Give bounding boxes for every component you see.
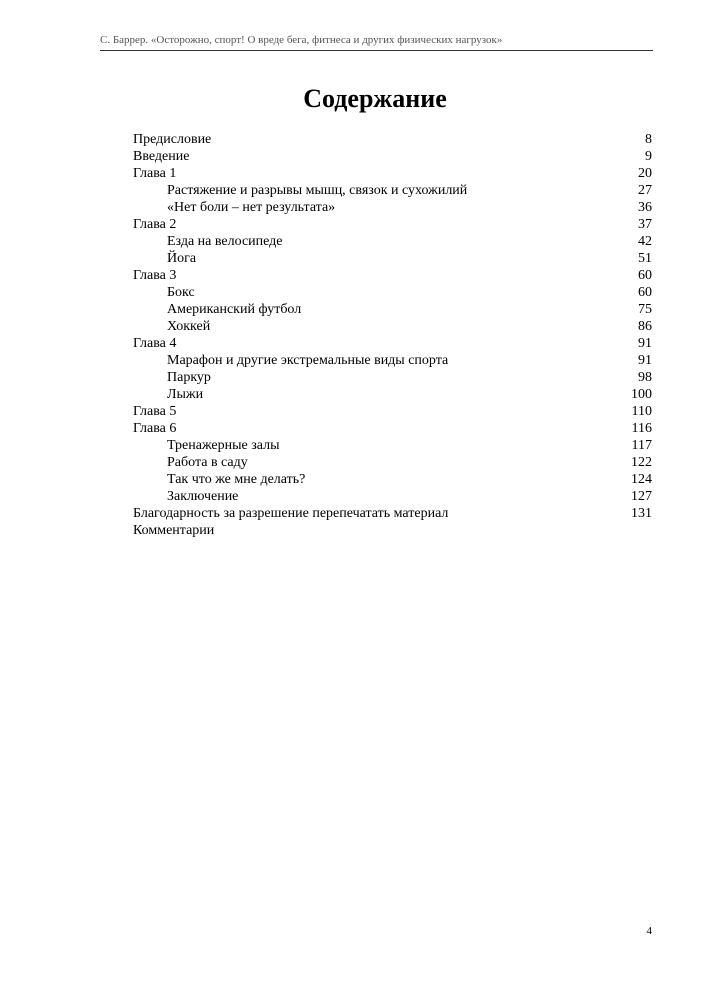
- toc-entry[interactable]: [133, 437, 652, 454]
- toc-entry-label[interactable]: Хоккей: [167, 319, 211, 334]
- toc-entry-label[interactable]: Глава 5: [133, 404, 177, 419]
- toc-entry[interactable]: [133, 335, 652, 352]
- toc-entry-page: 8: [645, 132, 652, 147]
- toc-entry-label[interactable]: Марафон и другие экстремальные виды спорта: [167, 353, 449, 368]
- toc-entry[interactable]: [133, 454, 652, 471]
- running-header: С. Баррер. «Осторожно, спорт! О вреде бега, фитнеса и других физических нагрузок»: [100, 34, 503, 46]
- toc-entry-page: 110: [631, 404, 652, 419]
- toc-entry-label[interactable]: Езда на велосипеде: [167, 234, 283, 249]
- toc-entry-page: 37: [638, 217, 652, 232]
- toc-entry-label[interactable]: Глава 3: [133, 268, 177, 283]
- toc-entry-label[interactable]: Заключение: [167, 489, 239, 504]
- toc-entry-label[interactable]: Глава 6: [133, 421, 177, 436]
- page-title: Содержание: [303, 84, 447, 113]
- toc-entry-page: 117: [631, 438, 652, 453]
- toc-entry-label[interactable]: Предисловие: [133, 132, 212, 147]
- toc-entry-page: 42: [638, 234, 652, 249]
- toc-entry[interactable]: [133, 267, 652, 284]
- toc-entry-label[interactable]: Введение: [133, 149, 190, 164]
- toc-entry[interactable]: [133, 420, 652, 437]
- toc-entry-page: 75: [638, 302, 652, 317]
- toc-entry-label[interactable]: Тренажерные залы: [167, 438, 280, 453]
- toc-entry[interactable]: [133, 352, 652, 369]
- toc-entry[interactable]: [133, 233, 652, 250]
- toc-entry-label[interactable]: Йога: [167, 251, 197, 266]
- toc-entry-page: 91: [638, 336, 652, 351]
- toc-entry[interactable]: [133, 131, 652, 148]
- toc-entry[interactable]: [133, 199, 652, 216]
- toc-entry-page: 9: [645, 149, 652, 164]
- toc-entry-page: 20: [638, 166, 652, 181]
- toc-entry-label[interactable]: Благодарность за разрешение перепечатать материал: [133, 506, 449, 521]
- toc-entry[interactable]: [133, 216, 652, 233]
- toc-entry-label[interactable]: «Нет боли – нет результата»: [167, 200, 336, 215]
- toc-entry[interactable]: [133, 165, 652, 182]
- toc-entry-page: 27: [638, 183, 652, 198]
- toc-entry-page: 51: [638, 251, 652, 266]
- toc-entry[interactable]: [133, 369, 652, 386]
- toc-entry[interactable]: [133, 182, 652, 199]
- toc-entry[interactable]: [133, 488, 652, 505]
- toc-entry[interactable]: [133, 284, 652, 301]
- toc-entry-page: 116: [631, 421, 652, 436]
- toc-entry-page: 60: [638, 285, 652, 300]
- toc-entry-page: 36: [638, 200, 652, 215]
- toc-entry-page: 60: [638, 268, 652, 283]
- toc-entry-label[interactable]: Лыжи: [167, 387, 204, 402]
- header-divider: [100, 50, 653, 51]
- toc-entry[interactable]: [133, 318, 652, 335]
- toc-entry[interactable]: [133, 148, 652, 165]
- toc-entry-label[interactable]: Паркур: [167, 370, 211, 385]
- toc-entry-label[interactable]: Глава 1: [133, 166, 177, 181]
- toc-entry-page: 127: [631, 489, 652, 504]
- toc-entry[interactable]: [133, 386, 652, 403]
- page-number: 4: [646, 925, 652, 937]
- toc-entry-label[interactable]: Глава 4: [133, 336, 177, 351]
- toc-entry[interactable]: [133, 301, 652, 318]
- toc-entry-label[interactable]: Бокс: [167, 285, 195, 300]
- toc-entry-label[interactable]: Работа в саду: [167, 455, 248, 470]
- toc-entry[interactable]: [133, 505, 652, 522]
- toc-entry[interactable]: [133, 471, 652, 488]
- toc-entry-page: 131: [631, 506, 652, 521]
- toc-entry-page: 124: [631, 472, 652, 487]
- toc-entry-page: 122: [631, 455, 652, 470]
- toc-entry-label[interactable]: Так что же мне делать?: [167, 472, 306, 487]
- table-of-contents: [133, 131, 652, 539]
- toc-entry-label[interactable]: Американский футбол: [167, 302, 302, 317]
- toc-entry-label[interactable]: Растяжение и разрывы мышц, связок и сухожилий: [167, 183, 468, 198]
- toc-entry-page: 86: [638, 319, 652, 334]
- toc-entry-page: 98: [638, 370, 652, 385]
- toc-entry[interactable]: [133, 403, 652, 420]
- toc-entry-page: 100: [631, 387, 652, 402]
- toc-entry-label[interactable]: Глава 2: [133, 217, 177, 232]
- toc-entry-label[interactable]: Комментарии: [133, 523, 215, 538]
- toc-entry[interactable]: [133, 522, 652, 539]
- toc-entry[interactable]: [133, 250, 652, 267]
- toc-entry-page: 91: [638, 353, 652, 368]
